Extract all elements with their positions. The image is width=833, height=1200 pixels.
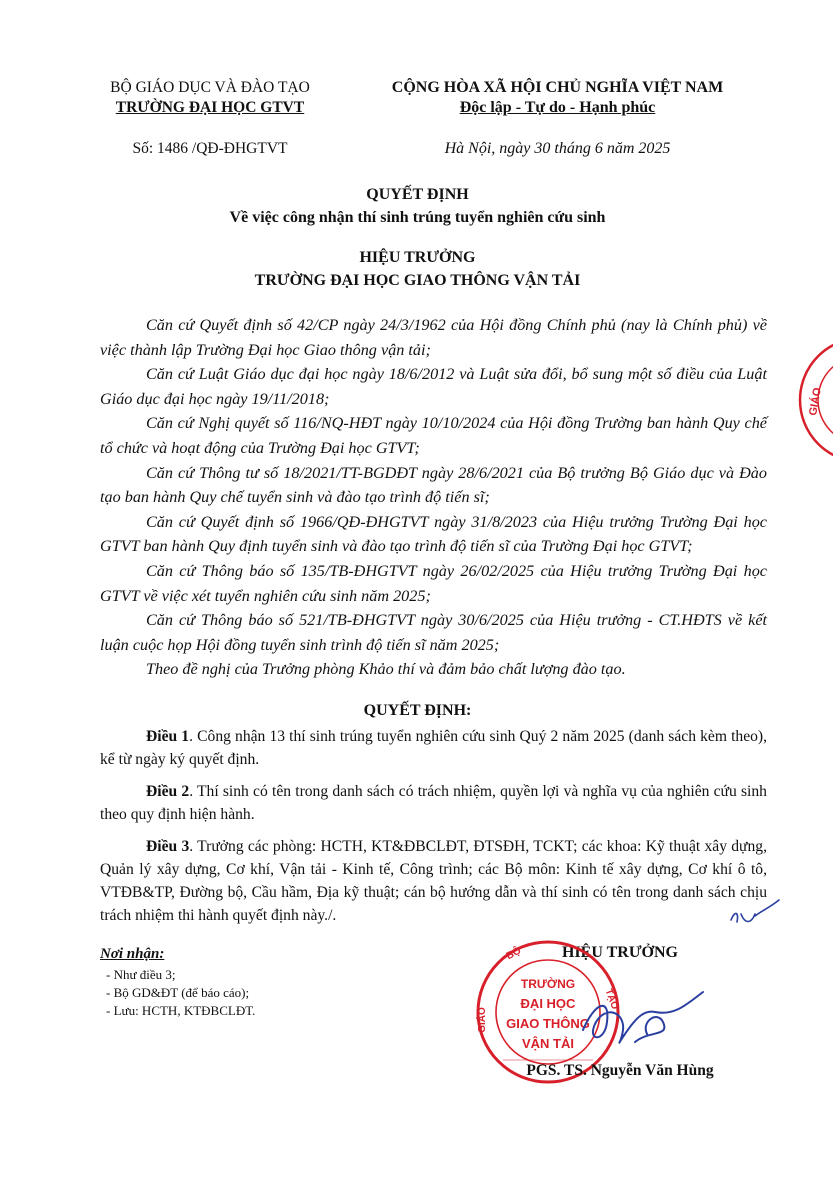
document-subject: Về việc công nhận thí sinh trúng tuyển nghiên cứu sinh	[229, 209, 606, 226]
legal-bases	[100, 313, 767, 682]
seal-line-2: ĐẠI HỌC	[520, 996, 576, 1011]
seal-ring-left: GIÁO	[477, 1007, 488, 1033]
recipients-block	[100, 946, 360, 1020]
ministry-name: BỘ GIÁO DỤC VÀ ĐÀO TẠO	[110, 79, 310, 96]
legal-basis-item: Căn cứ Quyết định số 1966/QĐ-ĐHGTVT ngày 31/8/2023 của Hiệu trưởng Trường Đại học GTVT ban hành Quy định tuyển sinh và đào tạo trình độ tiến sĩ của Trường Đại học GTVT;	[100, 512, 767, 556]
issuer-block	[80, 78, 340, 118]
article-label: Điều 3	[146, 838, 190, 855]
signer-title: HIỆU TRƯỞNG	[561, 944, 678, 961]
motto-text: Độc lập - Tự do - Hạnh phúc	[459, 99, 656, 116]
articles	[100, 725, 767, 936]
initials-mark	[725, 890, 785, 930]
side-stamp-text: GIÁO	[807, 386, 824, 417]
side-stamp-fragment	[790, 330, 833, 470]
legal-basis-item: Căn cứ Thông báo số 521/TB-ĐHGTVT ngày 30/6/2025 của Hiệu trưởng - CT.HĐTS về kết luận cuộc họp Hội đồng tuyển sinh trình độ tiến sĩ năm 2025;	[100, 611, 767, 654]
article-1	[100, 725, 767, 771]
document-type: QUYẾT ĐỊNH	[366, 186, 469, 203]
republic-name: CỘNG HÒA XÃ HỘI CHỦ NGHĨA VIỆT NAM	[391, 79, 724, 96]
recipient-item: - Bộ GD&ĐT (để báo cáo);	[106, 985, 250, 1000]
seal-line-3: GIAO THÔNG	[506, 1016, 590, 1031]
article-label: Điều 2	[146, 783, 190, 800]
seal-ring-top: BỘ	[504, 945, 524, 963]
article-3	[100, 835, 767, 927]
motto	[360, 98, 755, 118]
authority-block	[60, 246, 775, 292]
article-label: Điều 1	[146, 728, 190, 745]
handwritten-signature	[575, 982, 710, 1057]
decision-heading: QUYẾT ĐỊNH:	[363, 702, 472, 719]
seal-line-4: VẬN TẢI	[522, 1036, 574, 1051]
article-text: . Trưởng các phòng: HCTH, KT&ĐBCLĐT, ĐTSĐH, TCKT; các khoa: Kỹ thuật xây dựng, Quản lý xây dựng, Cơ khí, Vận tải - Kinh tế, Công trình; các Bộ môn: Kinh tế xây dựng, Cơ khí ô tô, VTĐB&TP, Đường bộ, Cầu hầm, Địa kỹ thuật; cán bộ hướng dẫn và thí sinh có tên trong danh sách chịu trách nhiệm thi hành quyết định này./.	[100, 838, 767, 924]
legal-basis-item: Căn cứ Thông tư số 18/2021/TT-BGDĐT ngày 28/6/2021 của Bộ trưởng Bộ Giáo dục và Đào tạo ban hành Quy chế tuyển sinh và đào tạo trình độ tiến sĩ;	[100, 463, 767, 507]
authority-org: TRƯỜNG ĐẠI HỌC GIAO THÔNG VẬN TẢI	[254, 272, 581, 289]
seal-ring-right: TẠO	[602, 987, 621, 1011]
article-text: . Thí sinh có tên trong danh sách có trách nhiệm, quyền lợi và nghĩa vụ của nghiên cứu sinh theo quy định hiện hành.	[100, 783, 767, 823]
article-text: . Công nhận 13 thí sinh trúng tuyển nghiên cứu sinh Quý 2 năm 2025 (danh sách kèm theo), kể từ ngày ký quyết định.	[100, 728, 768, 768]
national-header	[360, 78, 755, 118]
document-number: Số: 1486 /QĐ-ĐHGTVT	[132, 140, 288, 157]
seal-line-1: TRƯỜNG	[520, 977, 576, 991]
legal-basis-item: Căn cứ Quyết định số 42/CP ngày 24/3/1962 của Hội đồng Chính phủ (nay là Chính phủ) về việc thành lập Trường Đại học Giao thông vận tải;	[100, 316, 767, 359]
recipient-item: - Như điều 3;	[106, 967, 176, 982]
recipients-heading	[100, 946, 360, 963]
signer-name: PGS. TS. Nguyễn Văn Hùng	[526, 1062, 714, 1079]
university-name	[80, 98, 340, 118]
article-2	[100, 780, 767, 826]
university-name-text: TRƯỜNG ĐẠI HỌC GTVT	[115, 99, 305, 116]
recipient-item: - Lưu: HCTH, KTĐBCLĐT.	[106, 1003, 256, 1018]
legal-basis-item: Căn cứ Luật Giáo dục đại học ngày 18/6/2012 và Luật sửa đổi, bổ sung một số điều của Luật Giáo dục đại học ngày 19/11/2018;	[100, 365, 767, 408]
authority-title: HIỆU TRƯỞNG	[359, 249, 476, 266]
legal-basis-item: Căn cứ Nghị quyết số 116/NQ-HĐT ngày 10/10/2024 của Hội đồng Trường ban hành Quy chế tổ chức và hoạt động của Trường Đại học GTVT;	[100, 414, 767, 457]
legal-basis-item: Theo đề nghị của Trưởng phòng Khảo thí và đảm bảo chất lượng đào tạo.	[146, 660, 626, 679]
issue-date: Hà Nội, ngày 30 tháng 6 năm 2025	[444, 140, 671, 157]
recipients-heading-text: Nơi nhận:	[100, 946, 165, 962]
legal-basis-item: Căn cứ Thông báo số 135/TB-ĐHGTVT ngày 26/02/2025 của Hiệu trưởng Trường Đại học GTVT về việc xét tuyển nghiên cứu sinh năm 2025;	[100, 561, 767, 605]
document-title-block	[60, 183, 775, 229]
